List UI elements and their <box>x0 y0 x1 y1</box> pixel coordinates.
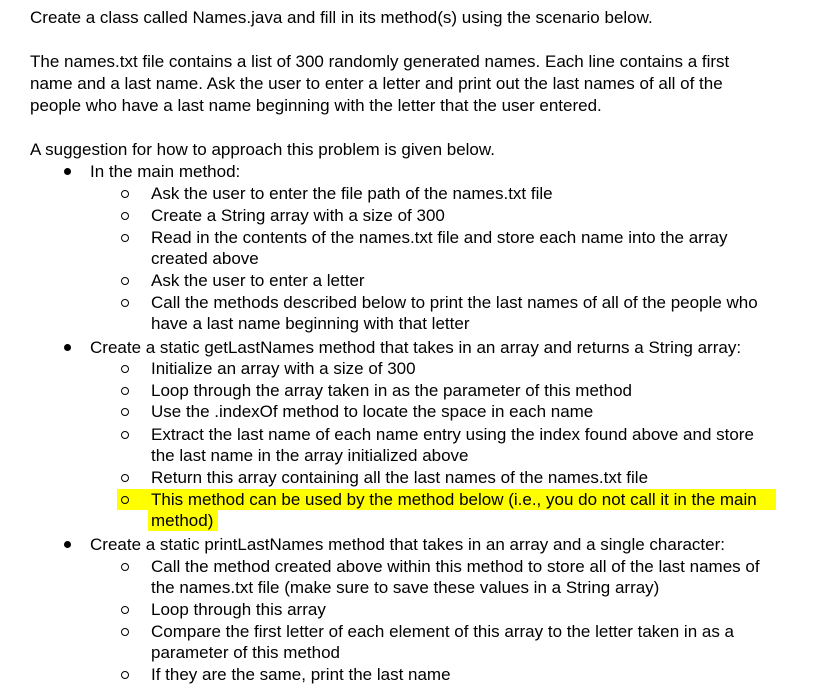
circle-bullet-icon <box>121 496 129 504</box>
circle-bullet-icon <box>121 387 129 395</box>
section-heading: Create a static getLastNames method that takes in an array and returns a String array: <box>90 338 742 357</box>
circle-bullet-icon <box>121 365 129 373</box>
circle-bullet-icon <box>121 606 129 614</box>
list-item-continuation: the last name in the array initialized above <box>151 446 469 465</box>
circle-bullet-icon <box>121 190 129 198</box>
list-item-continuation: the names.txt file (make sure to save these values in a String array) <box>151 578 660 597</box>
highlighted-list-item: This method can be used by the method below (i.e., you do not call it in the main <box>151 490 757 509</box>
list-item: Use the .indexOf method to locate the space in each name <box>151 402 594 421</box>
bullet-icon <box>64 168 71 175</box>
circle-bullet-icon <box>121 474 129 482</box>
list-item: Initialize an array with a size of 300 <box>151 359 416 378</box>
list-item: Return this array containing all the last names of the names.txt file <box>151 468 649 487</box>
suggestion-line: A suggestion for how to approach this problem is given below. <box>30 140 495 159</box>
list-item: Read in the contents of the names.txt file and store each name into the array <box>151 228 728 247</box>
list-item: Call the method created above within this method to store all of the last names of <box>151 557 760 576</box>
list-item: Compare the first letter of each element of this array to the letter taken in as a <box>151 622 735 641</box>
circle-bullet-icon <box>121 628 129 636</box>
circle-bullet-icon <box>121 563 129 571</box>
section-heading: Create a static printLastNames method that takes in an array and a single character: <box>90 535 725 554</box>
list-item: Loop through the array taken in as the parameter of this method <box>151 381 633 400</box>
circle-bullet-icon <box>121 277 129 285</box>
circle-bullet-icon <box>121 671 129 679</box>
list-item: Create a String array with a size of 300 <box>151 206 445 225</box>
circle-bullet-icon <box>121 431 129 439</box>
bullet-icon <box>64 344 71 351</box>
circle-bullet-icon <box>121 212 129 220</box>
circle-bullet-icon <box>121 234 129 242</box>
bullet-icon <box>64 541 71 548</box>
list-item-continuation: created above <box>151 249 259 268</box>
list-item: Extract the last name of each name entry using the index found above and store <box>151 425 754 444</box>
list-item: Ask the user to enter a letter <box>151 271 365 290</box>
circle-bullet-icon <box>121 408 129 416</box>
title-line: Create a class called Names.java and fill in its method(s) using the scenario below. <box>30 8 653 27</box>
paragraph-line: The names.txt file contains a list of 300 randomly generated names. Each line contains a first <box>30 52 730 71</box>
list-item: Loop through this array <box>151 600 326 619</box>
paragraph-line: people who have a last name beginning with the letter that the user entered. <box>30 96 602 115</box>
list-item-continuation: parameter of this method <box>151 643 340 662</box>
list-item-continuation: have a last name beginning with that letter <box>151 314 470 333</box>
paragraph-line: name and a last name. Ask the user to enter a letter and print out the last names of all of the <box>30 74 723 93</box>
circle-bullet-icon <box>121 299 129 307</box>
list-item: Call the methods described below to print the last names of all of the people who <box>151 293 758 312</box>
list-item: If they are the same, print the last name <box>151 665 451 684</box>
highlighted-list-item-continuation: method) <box>151 511 214 530</box>
section-heading: In the main method: <box>90 162 241 181</box>
list-item: Ask the user to enter the file path of the names.txt file <box>151 184 553 203</box>
